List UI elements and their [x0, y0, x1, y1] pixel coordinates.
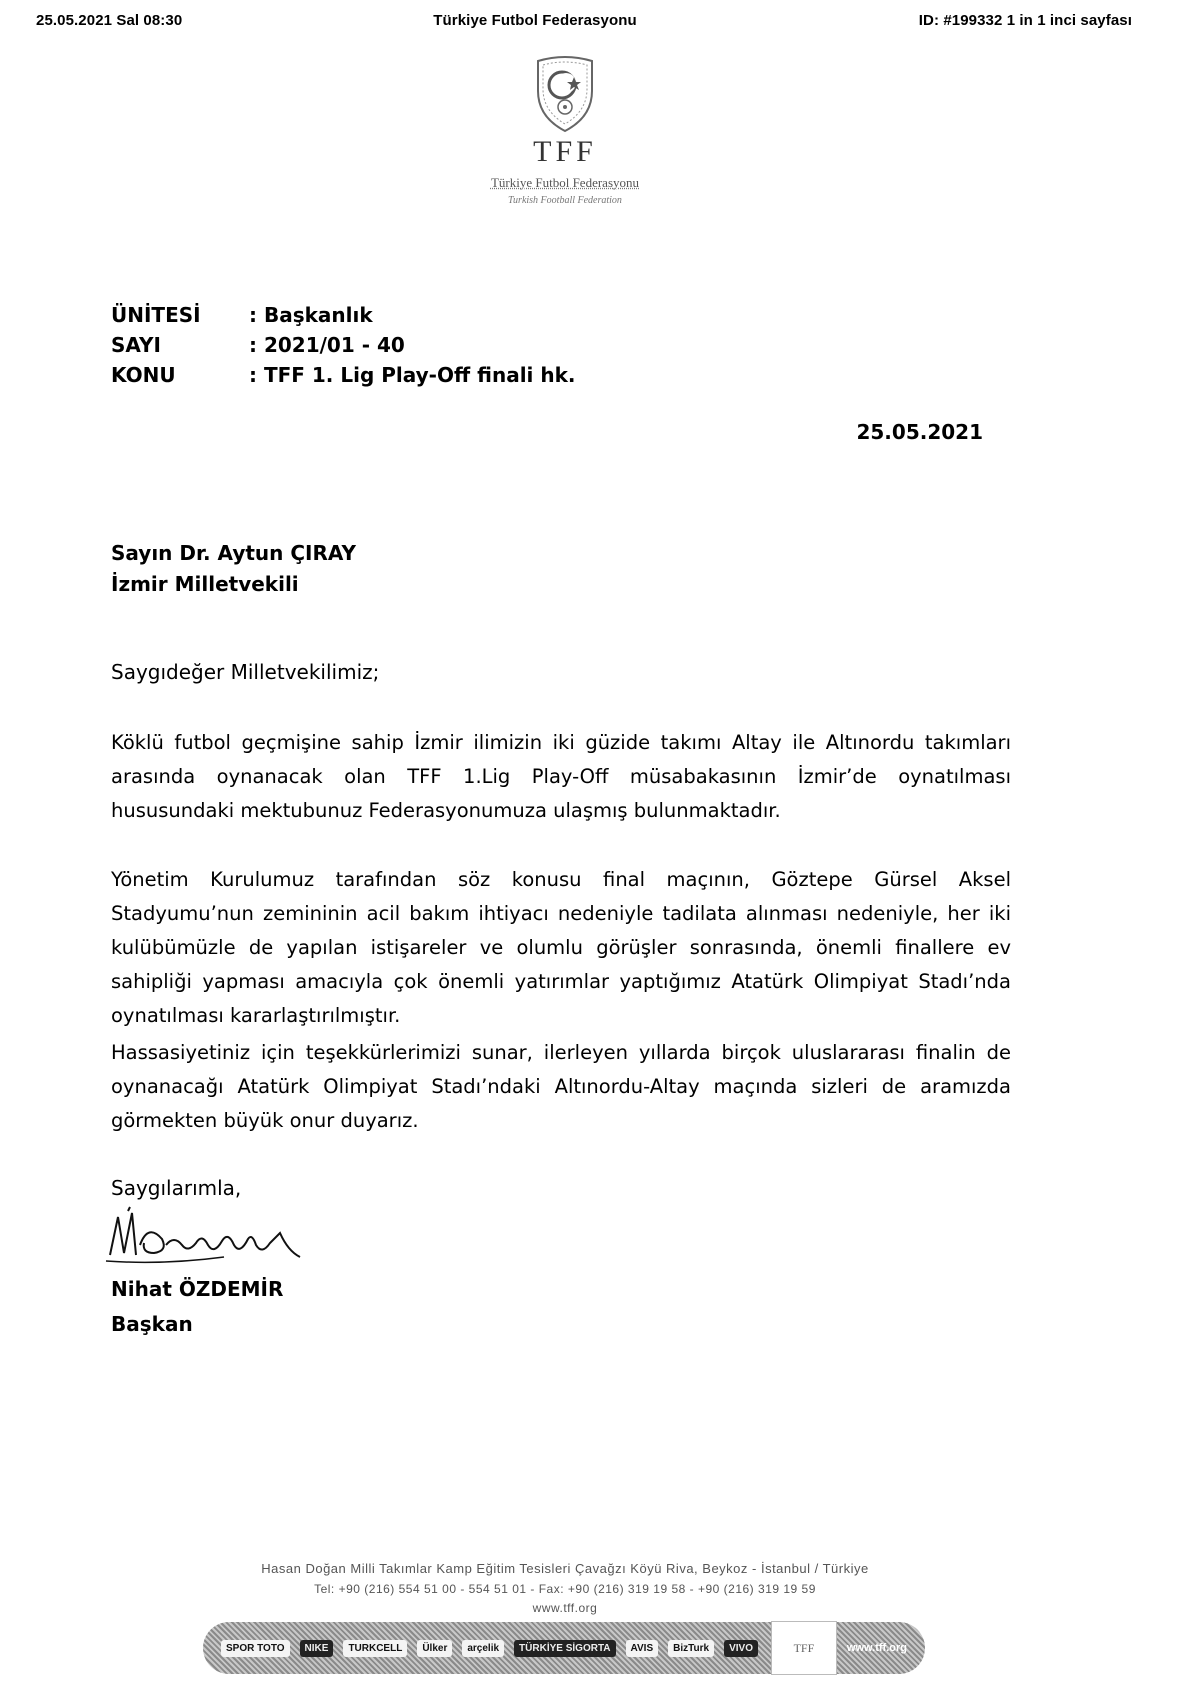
meta-unit-label: ÜNİTESİ [111, 303, 201, 327]
print-datetime: 25.05.2021 Sal 08:30 [36, 12, 183, 29]
sponsor-arcelik: arçelik [462, 1640, 504, 1657]
meta-subject-value: : TFF 1. Lig Play-Off finali hk. [249, 363, 576, 387]
signer-name: Nihat ÖZDEMİR [111, 1277, 284, 1301]
closing: Saygılarımla, [111, 1176, 242, 1200]
meta-number-label: SAYI [111, 333, 161, 357]
paragraph-1: Köklü futbol geçmişine sahip İzmir ilimizin iki güzide takımı Altay ile Altınordu takımları arasında oynanacak olan TFF 1.Lig Play-Off müsabakasının İzmir’de oynatılması hususundaki mektubunuz Federasyonumuza ulaşmış bulunmaktadır. [111, 731, 1011, 822]
recipient-block [111, 538, 356, 600]
sponsor-spor-toto: SPOR TOTO [221, 1640, 290, 1657]
footer-address: Hasan Doğan Milli Takımlar Kamp Eğitim Tesisleri Çavağzı Köyü Riva, Beykoz - İstanbul / Türkiye [261, 1561, 869, 1576]
signer-role: Başkan [111, 1312, 193, 1336]
sponsor-ulker: Ülker [417, 1640, 452, 1657]
tff-letterhead [470, 55, 660, 206]
sponsor-bar [203, 1622, 925, 1674]
meta-unit-row [111, 300, 576, 330]
print-id-page: ID: #199332 1 in 1 inci sayfası [918, 12, 1132, 29]
letterhead-name-en: Turkish Football Federation [508, 195, 622, 206]
sponsor-vivo: VIVO [724, 1640, 758, 1657]
letter-meta [111, 300, 576, 390]
sponsor-avis: AVIS [626, 1640, 659, 1657]
meta-subject-label: KONU [111, 363, 176, 387]
signer-block [111, 1272, 283, 1342]
meta-number-value: : 2021/01 - 40 [249, 333, 405, 357]
letter-date: 25.05.2021 [856, 420, 983, 444]
tff-crest-icon [534, 55, 596, 133]
paragraph-3: Hassasiyetiniz için teşekkürlerimizi sunar, ilerleyen yıllarda birçok uluslararası finalin de oynanacağı Atatürk Olimpiyat Stadı’ndaki Altınordu-Altay maçında sizleri de aramızda görmekten büyük onur duyarız. [111, 1041, 1011, 1132]
letterhead-abbr: TFF [533, 135, 597, 168]
letterhead-name-tr: Türkiye Futbol Federasyonu [490, 175, 640, 190]
sponsor-nike: NIKE [300, 1640, 334, 1657]
meta-subject-row [111, 360, 576, 390]
sponsor-turkiye-sigorta: TÜRKİYE SİGORTA [514, 1640, 615, 1657]
footer-tff-abbr: TFF [793, 1640, 815, 1655]
print-organization: Türkiye Futbol Federasyonu [433, 12, 637, 29]
recipient-name: Sayın Dr. Aytun ÇIRAY [111, 541, 356, 565]
sponsor-turkcell: TURKCELL [343, 1640, 407, 1657]
footer-website: www.tff.org [532, 1601, 598, 1615]
footer-site-badge: www.tff.org [846, 1642, 907, 1654]
paragraph-2: Yönetim Kurulumuz tarafından söz konusu final maçının, Göztepe Gürsel Aksel Stadyumu’nun zemininin acil bakım ihtiyacı nedeniyle tadilata alınması nedeniyle, her iki kulübümüzle de yapılan istişareler ve olumlu görüşler sonrasında, önemli finallere ev sahipliği yapması amacıyla çok önemli yatırımlar yaptığımız Atatürk Olimpiyat Stadı’nda oynatılması kararlaştırılmıştır. [111, 868, 1011, 1027]
salutation: Saygıdeğer Milletvekilimiz; [111, 660, 380, 684]
footer-tff-logo [771, 1621, 837, 1675]
meta-number-row [111, 330, 576, 360]
recipient-title: İzmir Milletvekili [111, 572, 299, 596]
sponsor-bizturk: BizTurk [668, 1640, 714, 1657]
meta-unit-value: : Başkanlık [249, 303, 373, 327]
footer-phones: Tel: +90 (216) 554 51 00 - 554 51 01 - Fax: +90 (216) 319 19 58 - +90 (216) 319 19 59 [314, 1582, 816, 1596]
signature-image [104, 1205, 324, 1275]
